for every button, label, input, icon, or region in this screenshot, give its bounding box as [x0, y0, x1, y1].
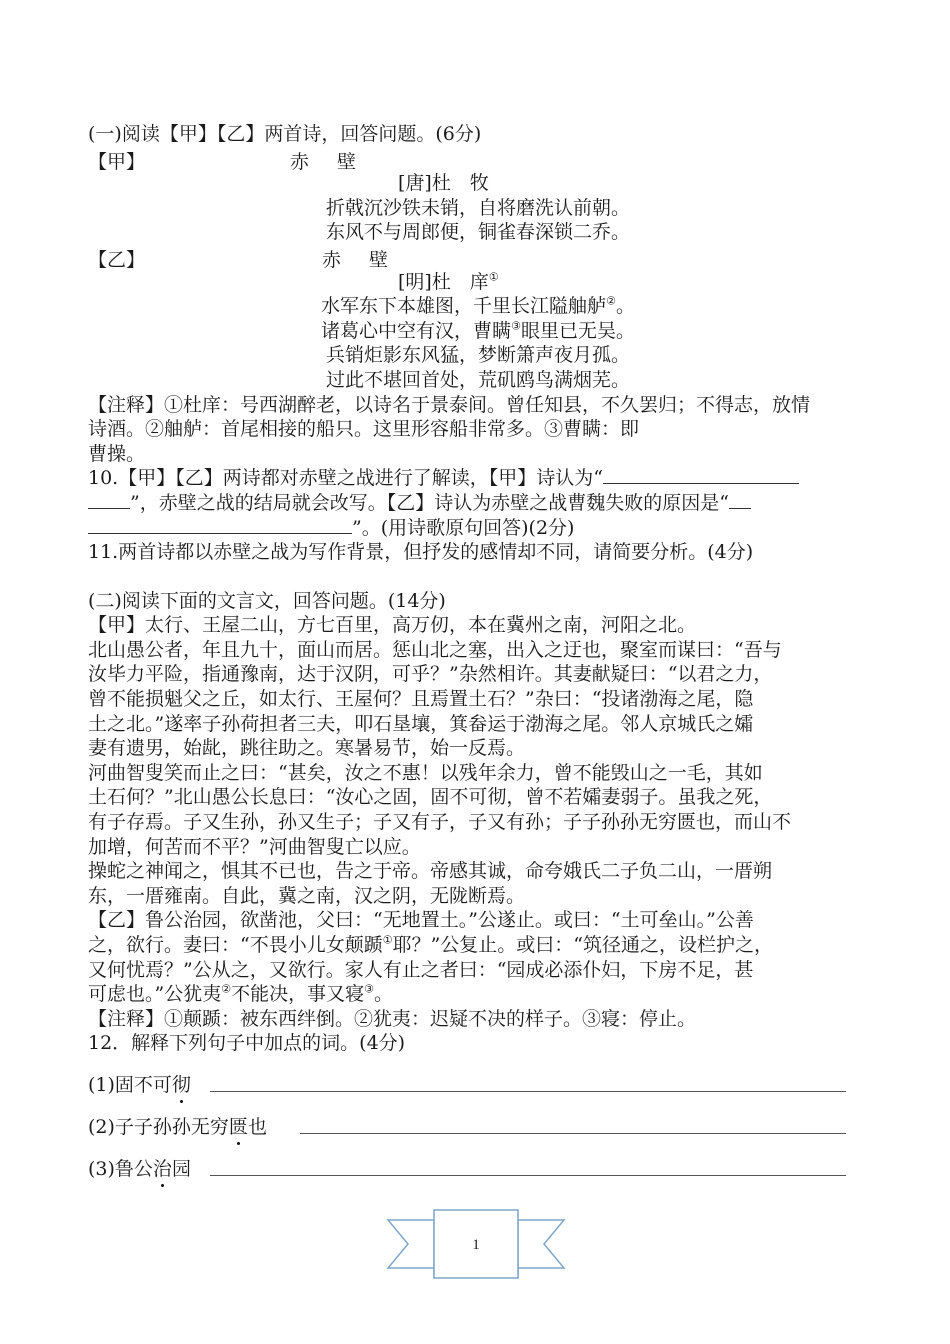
poem-b-line-text: 。 [615, 295, 635, 318]
q12-item-text: (2)子子孙孙无穷 [88, 1115, 229, 1138]
page-number-ribbon [384, 1206, 568, 1282]
poem-b-line-text: 诸葛心中空有汉，曹瞒 [321, 319, 512, 342]
passage-b-text: 之，欲行。妻曰：“不畏小儿女颠踬 [88, 934, 383, 956]
passage-a-line: 曾不能损魁父之丘，如太行、王屋何？且焉置土石？”杂曰：“投诸渤海之尾，隐 [88, 688, 754, 711]
poem-b-line [88, 319, 868, 344]
poem-b-line-text: 水军东下本雄图，千里长江隘舳舻 [321, 295, 607, 318]
notes-line: 诗酒。②舳舻：首尾相接的船只。这里形容船非常多。③曹瞒：即 [88, 418, 640, 441]
q10-text: ”。(用诗歌原句回答)(2分) [352, 516, 575, 539]
passage-b-text: 。 [373, 983, 393, 1006]
poem-b-author-name: [明]杜 庠 [398, 270, 489, 293]
notes-line: 【注释】①杜庠：号西湖醉老，以诗名于景泰间。曾任知县，不久罢归；不得志，放情 [88, 393, 811, 416]
poem-b-title: 赤壁 [322, 248, 417, 271]
note-mark: ② [606, 294, 616, 308]
spacer [88, 565, 868, 589]
note-mark: ① [382, 933, 393, 947]
exam-page [88, 122, 868, 1178]
answer-blank[interactable] [88, 517, 352, 534]
passage-a-line: 土石何？”北山愚公长息曰：“汝心之固，固不可彻，曾不若孀妻弱子。虽我之死， [88, 786, 773, 809]
answer-blank[interactable] [729, 492, 751, 509]
poem-b-line: 过此不堪回首处，荒矶鸥鸟满烟芜。 [325, 368, 630, 391]
dotted-word: 治 [153, 1154, 172, 1181]
passage-a-line: 【甲】太行、王屋二山，方七百里，高万仞，本在冀州之南，河阳之北。 [88, 614, 697, 637]
passage-a-line: 妻有遗男，始龀，跳往助之。寒暑易节，始一反焉。 [88, 737, 526, 760]
poem-b-tag: 【乙】 [88, 248, 146, 271]
dotted-word: 匮 [229, 1112, 248, 1139]
passage-b-line: 【乙】鲁公治园，欲凿池，父曰：“无地置土。”公遂止。或曰：“土可垒山。”公善 [88, 909, 754, 932]
passage-b-text: 可虑也。”公犹夷 [88, 983, 222, 1006]
passage-a-line: 东，一厝雍南。自此，冀之南，汉之阴，无陇断焉。 [88, 884, 526, 907]
poem-b-author [88, 270, 868, 295]
poem-b-line: 兵销炬影东风猛，梦断箫声夜月孤。 [325, 344, 630, 367]
answer-line-3 [88, 1154, 868, 1178]
poem-a-title: 赤壁 [290, 150, 385, 173]
q12-item-text: 园 [171, 1157, 191, 1180]
note-mark: ② [221, 982, 232, 996]
passage-b-text: 不能决，事又寝 [231, 983, 365, 1006]
question-10-cont [88, 516, 868, 541]
note-mark: ① [488, 270, 499, 284]
section2-heading: (二)阅读下面的文言文，回答问题。(14分) [88, 589, 446, 612]
passage-a-line: 汝毕力平险，指通豫南，达于汉阴，可乎？”杂然相许。其妻献疑曰：“以君之力， [88, 663, 773, 686]
q12-item-text: (1)固不可 [88, 1073, 172, 1096]
poem-a-tag: 【甲】 [88, 150, 146, 173]
passage-a-line: 北山愚公者，年且九十，面山而居。惩山北之塞，出入之迂也，聚室而谋曰：“吾与 [88, 638, 782, 661]
passage-a-line: 操蛇之神闻之，惧其不已也，告之于帝。帝感其诚，命夸娥氏二子负二山，一厝朔 [88, 860, 773, 883]
answer-blank[interactable] [88, 492, 130, 509]
passage-a-line: 土之北。”遂率子孙荷担者三夫，叩石垦壤，箕畚运于渤海之尾。邻人京城氏之孀 [88, 712, 754, 735]
poem-a-author: [唐]杜 牧 [398, 172, 489, 195]
q12-item-text: 也 [247, 1115, 267, 1138]
passage-a-line: 河曲智叟笑而止之曰：“甚矣，汝之不惠！以残年余力，曾不能毁山之一毛，其如 [88, 761, 763, 784]
section1-heading: (一)阅读【甲】【乙】两首诗，回答问题。(6分) [88, 123, 482, 145]
passage-b-line: 又何忧焉？”公从之，又欲行。家人有止之者曰：“园成必添仆妇，下房不足，甚 [88, 958, 754, 981]
poem-a-line: 折戟沉沙铁未销，自将磨洗认前朝。 [325, 196, 630, 219]
question-11: 11.两首诗都以赤壁之战为写作背景，但抒发的感情却不同，请简要分析。(4分) [88, 541, 754, 564]
answer-line-1 [88, 1070, 868, 1094]
passage-a-line: 有子存焉。子又生孙，孙又生子；子又有子，子又有孙；子子孙孙无穷匮也，而山不 [88, 811, 792, 834]
note-mark: ③ [511, 319, 521, 333]
answer-line-2 [88, 1112, 868, 1136]
notes-line: 曹操。 [88, 442, 146, 465]
answer-rule[interactable] [210, 1091, 846, 1092]
poem-b-line-text: 眼里已无吴。 [520, 319, 635, 342]
page-number: 1 [472, 1237, 480, 1253]
poem-b-title-row [88, 245, 868, 270]
passage-b-line [88, 933, 868, 958]
question-10 [88, 466, 868, 491]
passage-a-line: 加增，何苦而不平？”河曲智叟亡以应。 [88, 835, 421, 858]
answer-blank[interactable] [603, 467, 799, 484]
q10-text: 10.【甲】【乙】两诗都对赤壁之战进行了解读，【甲】诗认为“ [88, 467, 603, 490]
question-12: 12．解释下列句子中加点的词。(4分) [88, 1032, 406, 1055]
note-mark: ③ [364, 982, 374, 996]
poem-a-title-row [88, 147, 868, 172]
question-10-cont [88, 491, 868, 516]
answer-rule[interactable] [210, 1175, 846, 1176]
poem-a-line: 东风不与周郎便，铜雀春深锁二乔。 [325, 221, 630, 244]
dotted-word: 彻 [172, 1070, 191, 1097]
answer-rule[interactable] [300, 1133, 846, 1134]
q12-item-text: (3)鲁公 [88, 1157, 153, 1180]
poem-b-line [88, 294, 868, 319]
q10-text: ”，赤壁之战的结局就会改写。【乙】诗认为赤壁之战曹魏失败的原因是“ [130, 491, 729, 514]
notes-line: 【注释】①颠踬：被东西绊倒。②犹夷：迟疑不决的样子。③寝：停止。 [88, 1007, 697, 1030]
passage-b-text: 耶？”公复止。或曰：“筑径通之，设栏护之， [392, 934, 774, 956]
passage-b-line [88, 982, 868, 1007]
